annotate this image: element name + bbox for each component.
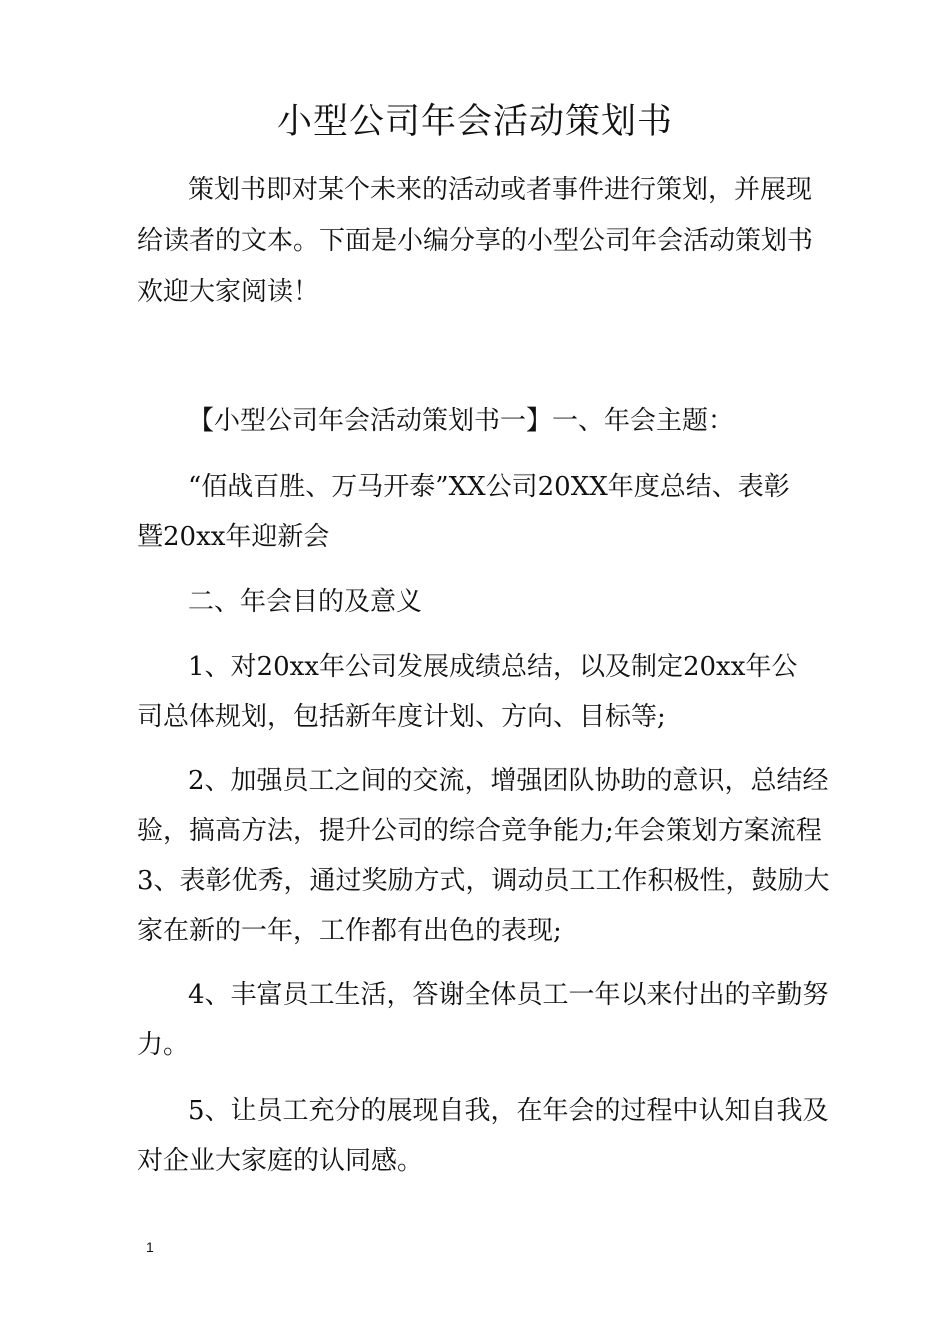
intro-line-1: 策划书即对某个未来的活动或者事件进行策划，并展现 <box>188 175 813 205</box>
intro-line-2: 给读者的文本。下面是小编分享的小型公司年会活动策划书 <box>137 226 814 256</box>
item1-line-1: 1、对20xx年公司发展成绩总结，以及制定20xx年公 <box>188 652 798 682</box>
item4-line-1: 4、丰富员工生活，答谢全体员工一年以来付出的辛勤努 <box>188 980 829 1010</box>
item2-line-2: 验，搞高方法，提升公司的综合竞争能力;年会策划方案流程 <box>137 816 822 846</box>
section1-heading: 【小型公司年会活动策划书一】一、年会主题： <box>188 406 735 436</box>
item2-line-1: 2、加强员工之间的交流，增强团队协助的意识，总结经 <box>188 766 829 796</box>
section2-heading: 二、年会目的及意义 <box>188 587 423 617</box>
item2-line-3: 3、表彰优秀，通过奖励方式，调动员工工作积极性，鼓励大 <box>137 866 830 896</box>
item2-line-4: 家在新的一年，工作都有出色的表现; <box>137 916 562 946</box>
item1-line-2: 司总体规划，包括新年度计划、方向、目标等; <box>137 702 666 732</box>
page-number: 1 <box>146 1239 154 1255</box>
item5-line-1: 5、让员工充分的展现自我，在年会的过程中认知自我及 <box>188 1096 829 1126</box>
theme-line-2: 暨20xx年迎新会 <box>137 522 330 552</box>
document-title: 小型公司年会活动策划书 <box>276 102 673 142</box>
intro-line-3: 欢迎大家阅读！ <box>137 277 320 307</box>
theme-line-1: “佰战百胜、万马开泰”XX公司20XX年度总结、表彰 <box>188 472 790 502</box>
item5-line-2: 对企业大家庭的认同感。 <box>137 1146 424 1176</box>
item4-line-2: 力。 <box>137 1030 190 1060</box>
